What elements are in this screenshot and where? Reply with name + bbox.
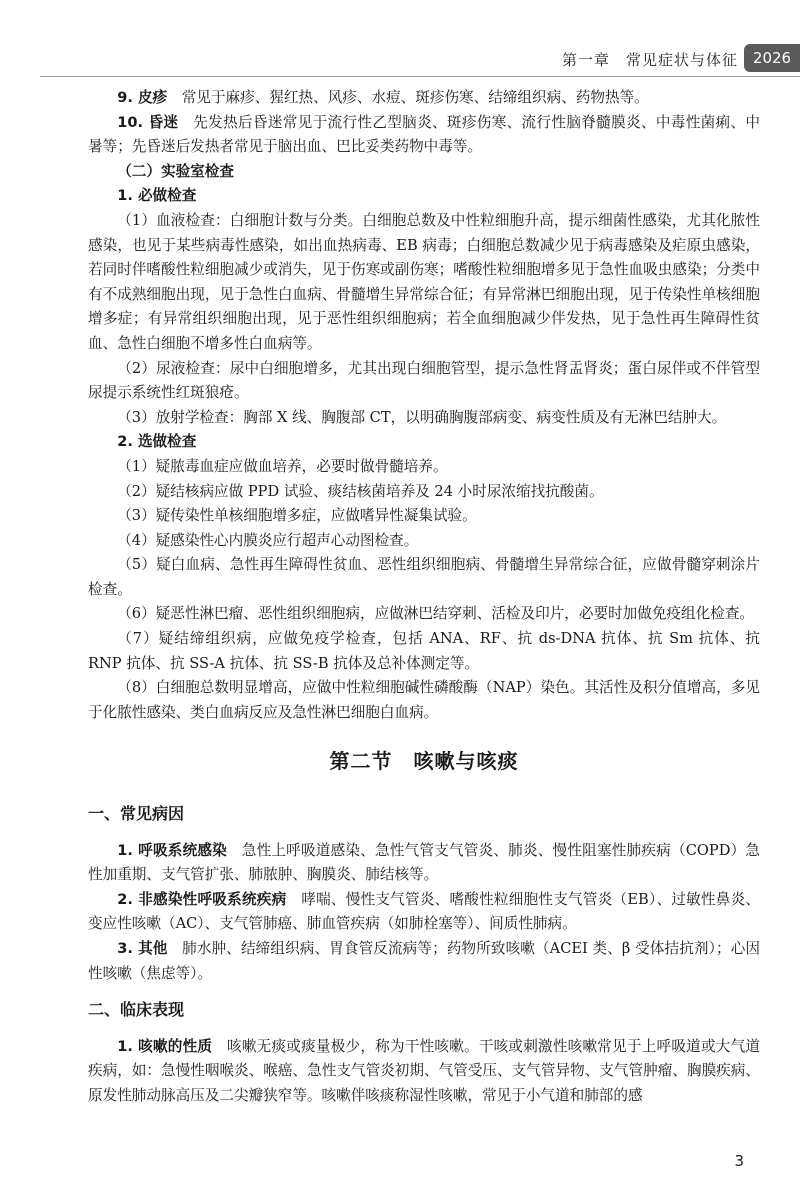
required-heading: 1. 必做检查 xyxy=(117,187,197,205)
required-item: （2）尿液检查：尿中白细胞增多，尤其出现白细胞管型，提示急性肾盂肾炎；蛋白尿伴或不伴管型尿提示系统性红斑狼疮。 xyxy=(88,359,760,402)
page-number: 3 xyxy=(734,1152,744,1170)
cause-paragraph xyxy=(88,888,760,937)
paragraph-rash xyxy=(88,86,760,111)
chapter-title: 第一章 常见症状与体征 xyxy=(561,51,738,69)
year-tab: 2026 xyxy=(744,44,800,72)
optional-item: （5）疑白血病、急性再生障碍性贫血、恶性组织细胞病、骨髓增生异常综合征，应做骨髓穿刺涂片检查。 xyxy=(88,556,760,598)
cause-text: 肺水肿、结缔组织病、胃食管反流病等；药物所致咳嗽（ACEI 类、β 受体拮抗剂）；心因性咳嗽（焦虑等）。 xyxy=(88,940,761,982)
cause-text: 哮喘、慢性支气管炎、嗜酸性粒细胞性支气管炎（EB）、过敏性鼻炎、变应性咳嗽（AC）、支气管肺癌、肺血管疾病（如肺栓塞等）、间质性肺病。 xyxy=(88,890,760,933)
cause-label: 2. 非感染性呼吸系统疾病 xyxy=(117,890,287,908)
optional-item: （2）疑结核病应做 PPD 试验、痰结核菌培养及 24 小时尿浓缩找抗酸菌。 xyxy=(117,482,604,500)
optional-item: （1）疑脓毒血症应做血培养，必要时做骨髓培养。 xyxy=(117,457,448,475)
cause-label: 3. 其他 xyxy=(117,940,168,957)
cause-text: 急性上呼吸道感染、急性气管支气管炎、肺炎、慢性阻塞性肺疾病（COPD）急性加重期、支气管扩张、肺脓肿、胸膜炎、肺结核等。 xyxy=(88,841,760,884)
clinical-paragraph xyxy=(88,1035,760,1109)
clinical-text: 咳嗽无痰或痰量极少，称为干性咳嗽。干咳或刺激性咳嗽常见于上呼吸道或大气道疾病，如：急慢性咽喉炎、喉癌、急性支气管炎初期、气管受压、支气管异物、支气管肿瘤、胸膜疾病、原发性肺动脉高压及二尖瓣狭窄等。咳嗽伴咳痰称湿性咳嗽，常见于小气道和肺部的感 xyxy=(88,1037,760,1104)
optional-item: （8）白细胞总数明显增高，应做中性粒细胞碱性磷酸酶（NAP）染色。其活性及积分值增高，多见于化脓性感染、类白血病反应及急性淋巴细胞白血病。 xyxy=(88,679,760,721)
section-title: 第二节 咳嗽与咳痰 xyxy=(329,749,519,774)
item-text: 常见于麻疹、猩红热、风疹、水痘、斑疹伤寒、结缔组织病、药物热等。 xyxy=(167,89,649,106)
page-header xyxy=(0,0,800,80)
lab-heading: （二）实验室检查 xyxy=(117,162,234,180)
header-rule xyxy=(40,76,800,77)
optional-item: （3）疑传染性单核细胞增多症，应做嗜异性凝集试验。 xyxy=(117,507,477,525)
optional-item: （4）疑感染性心内膜炎应行超声心动图检查。 xyxy=(117,531,419,549)
page-content xyxy=(88,86,760,1109)
required-item: （1）血液检查：白细胞计数与分类。白细胞总数及中性粒细胞升高，提示细菌性感染，尤其化脓性感染，也见于某些病毒性感染，如出血热病毒、EB 病毒；白细胞总数减少见于病毒感染及疟原虫感染，若同时伴嗜酸性粒细胞减少或消失，见于伤寒或副伤寒；嗜酸性粒细胞增多见于急性血吸虫感染；分类中有不成熟细胞出现，见于急性白血病、骨髓增生异常综合征；有异常淋巴细胞出现，见于传染性单核细胞增多症；有异常组织细胞出现，见于恶性组织细胞病；若全血细胞减少伴发热，见于急性再生障碍性贫血、急性白细胞不增多性白血病等。 xyxy=(88,211,760,352)
item-label: 9. 皮疹 xyxy=(117,89,168,106)
clinical-heading: 二、临床表现 xyxy=(88,1000,185,1020)
optional-heading: 2. 选做检查 xyxy=(117,433,197,451)
optional-item: （7）疑结缔组织病，应做免疫学检查，包括 ANA、RF、抗 ds-DNA 抗体、抗 Sm 抗体、抗 RNP 抗体、抗 SS-A 抗体、抗 SS-B 抗体及总补体测定等。 xyxy=(88,630,760,672)
paragraph-coma xyxy=(88,111,760,160)
clinical-label: 1. 咳嗽的性质 xyxy=(117,1037,213,1055)
optional-item: （6）疑恶性淋巴瘤、恶性组织细胞病，应做淋巴结穿刺、活检及印片，必要时加做免疫组化检查。 xyxy=(117,605,755,623)
item-label: 10. 昏迷 xyxy=(117,113,179,131)
cause-paragraph xyxy=(88,937,760,986)
required-item: （3）放射学检查：胸部 X 线、胸腹部 CT，以明确胸腹部病变、病变性质及有无淋巴结肿大。 xyxy=(117,408,727,426)
cause-label: 1. 呼吸系统感染 xyxy=(117,841,227,859)
causes-heading: 一、常见病因 xyxy=(88,804,185,824)
item-text: 先发热后昏迷常见于流行性乙型脑炎、斑疹伤寒、流行性脑脊髓膜炎、中毒性菌痢、中暑等；先昏迷后发热者常见于脑出血、巴比妥类药物中毒等。 xyxy=(88,113,760,156)
cause-paragraph xyxy=(88,839,760,888)
